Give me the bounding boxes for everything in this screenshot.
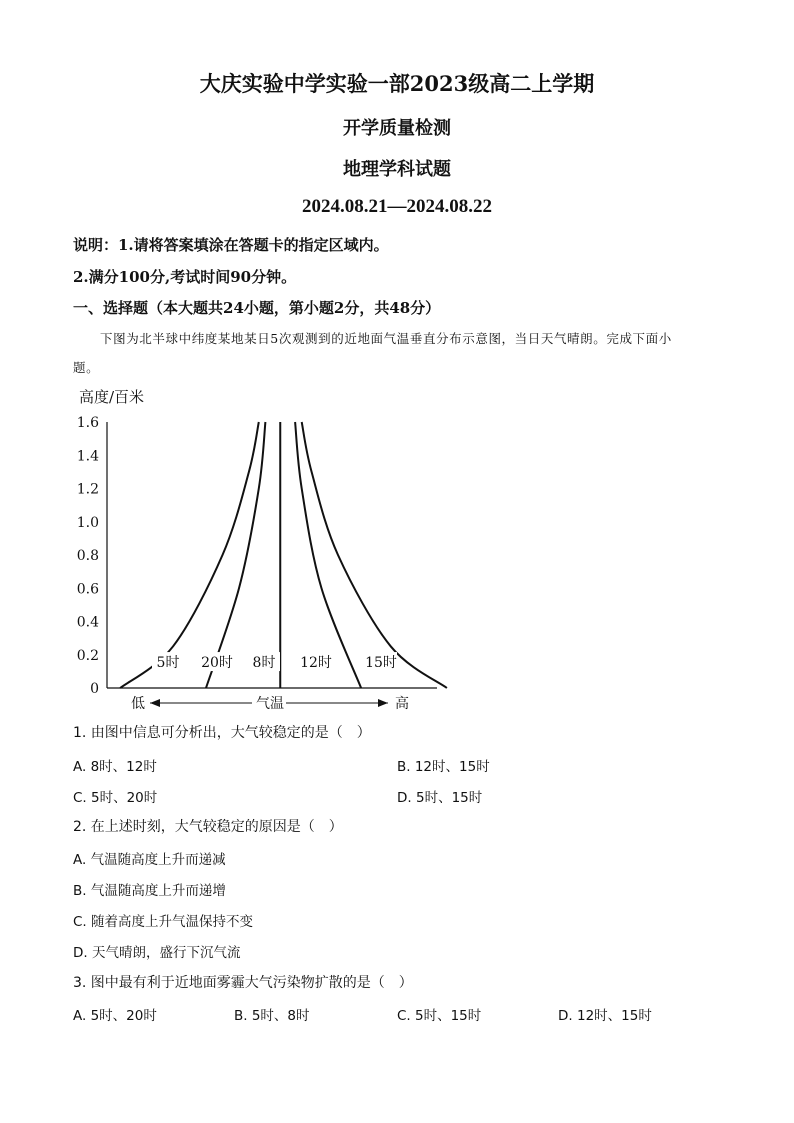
instruction-note-2: 2.满分100分,考试时间90分钟。 [73, 268, 297, 286]
x-axis-low-label: 低 [131, 696, 145, 712]
y-tick-label: 1.0 [76, 514, 99, 531]
series-line-1 [206, 422, 265, 688]
question-1-option-a: A. 8时、12时 [73, 759, 157, 775]
y-tick-label: 1.2 [76, 481, 99, 498]
series-label: 5时 [156, 655, 180, 672]
x-arrow-right-head [378, 699, 388, 707]
question-1-option-d: D. 5时、15时 [397, 790, 483, 806]
question-2-option-b: B. 气温随高度上升而递增 [73, 883, 226, 899]
section-heading: 一、选择题（本大题共24小题，第小题2分，共48分） [73, 299, 441, 317]
question-2-stem: 2. 在上述时刻，大气较稳定的原因是（ ） [73, 819, 343, 835]
exam-title: 大庆实验中学实验一部2023级高二上学期 [199, 71, 595, 96]
question-2-option-c: C. 随着高度上升气温保持不变 [73, 914, 254, 930]
series-line-4 [302, 422, 447, 688]
y-tick-label: 0.6 [76, 581, 99, 598]
series-line-3 [295, 422, 361, 688]
y-axis-label: 高度/百米 [79, 388, 145, 406]
exam-subtitle: 开学质量检测 [343, 118, 451, 139]
series-label: 15时 [365, 655, 397, 672]
series-line-0 [120, 422, 259, 688]
question-3-option-a: A. 5时、20时 [73, 1008, 157, 1024]
question-3-option-d: D. 12时、15时 [558, 1008, 652, 1024]
series-label: 12时 [300, 655, 332, 672]
subject-title: 地理学科试题 [343, 159, 451, 180]
y-tick-label: 0.4 [76, 614, 99, 631]
instruction-note-1: 说明：1.请将答案填涂在答题卡的指定区域内。 [73, 236, 389, 254]
y-tick-label: 0 [90, 681, 99, 697]
y-tick-label: 0.8 [76, 548, 99, 564]
series-label: 20时 [201, 655, 233, 672]
series-label: 8时 [252, 655, 276, 672]
temperature-profile-chart [0, 378, 794, 718]
intro-line-1: 下图为北半球中纬度某地某日5次观测到的近地面气温垂直分布示意图，当日天气晴朗。完成下面小 [100, 331, 672, 346]
y-tick-label: 1.6 [76, 415, 99, 431]
question-1-stem: 1. 由图中信息可分析出，大气较稳定的是（ ） [73, 725, 371, 741]
question-2-option-a: A. 气温随高度上升而递减 [73, 852, 226, 868]
y-tick-label: 0.2 [76, 647, 99, 664]
question-3-option-c: C. 5时、15时 [397, 1008, 482, 1024]
question-1-option-c: C. 5时、20时 [73, 790, 158, 806]
y-tick-label: 1.4 [76, 448, 99, 465]
x-axis-label: 气温 [256, 696, 284, 712]
exam-date-range: 2024.08.21—2024.08.22 [302, 196, 492, 217]
question-1-option-b: B. 12时、15时 [397, 759, 490, 775]
x-arrow-left-head [150, 699, 160, 707]
question-2-option-d: D. 天气晴朗，盛行下沉气流 [73, 945, 241, 961]
question-3-stem: 3. 图中最有利于近地面雾霾大气污染物扩散的是（ ） [73, 975, 413, 991]
question-3-option-b: B. 5时、8时 [234, 1008, 310, 1024]
intro-line-2: 题。 [73, 360, 100, 375]
x-axis-high-label: 高 [395, 696, 409, 712]
